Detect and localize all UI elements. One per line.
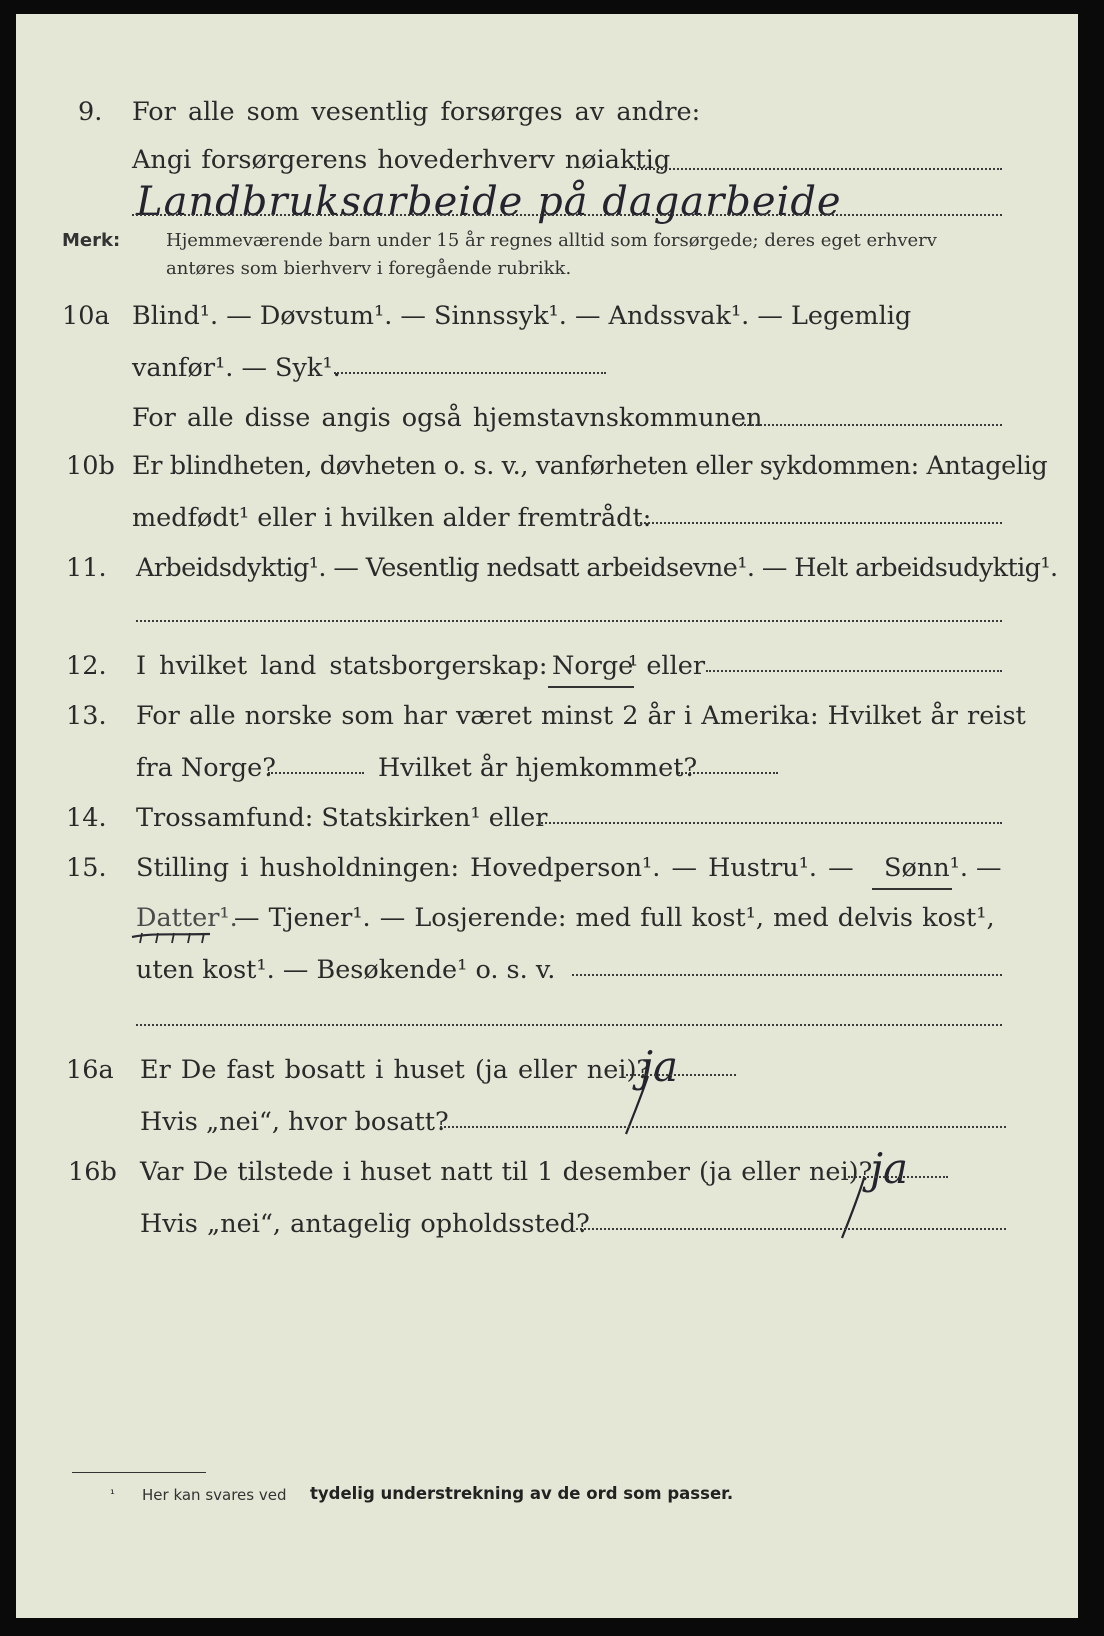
answer-line: [576, 1228, 1006, 1230]
question-text: Hvis „nei“, antagelig opholdssted?: [140, 1209, 590, 1239]
question-number: 15.: [66, 853, 107, 883]
question-number: 16b: [68, 1157, 117, 1187]
answer-line: [736, 424, 1002, 426]
question-text: fra Norge?: [136, 753, 276, 783]
question-text: For alle som vesentlig forsørges av andre:: [132, 97, 701, 127]
question-text: Hvis „nei“, hvor bosatt?: [140, 1107, 449, 1137]
underlined-option: Sønn¹.: [884, 853, 968, 883]
handwritten-answer: Landbruksarbeide på dagarbeide: [136, 179, 842, 225]
question-number: 10b: [66, 451, 115, 481]
note-text: Hjemmeværende barn under 15 år regnes alltid som forsørgede; deres eget erhverv: [166, 230, 937, 251]
note-text: antøres som bierhverv i foregående rubrikk.: [166, 258, 572, 279]
answer-line: [636, 522, 1002, 524]
footnote-mark: ¹: [110, 1487, 115, 1501]
answer-line: [136, 620, 1002, 622]
question-text: For alle norske som har været minst 2 år i Amerika: Hvilket år reist: [136, 701, 1026, 731]
question-number: 12.: [66, 651, 107, 681]
question-text: Trossamfund: Statskirken¹ eller: [136, 803, 548, 833]
answer-line: [440, 1126, 1006, 1128]
question-text: medfødt¹ eller i hvilken alder fremtrådt:: [132, 503, 652, 533]
question-text: Er De fast bosatt i huset (ja eller nei)?: [140, 1055, 651, 1085]
answer-line: [572, 974, 1002, 976]
answer-line: [268, 772, 364, 774]
answer-line: [334, 372, 606, 374]
question-text: — Tjener¹. — Losjerende: med full kost¹, med delvis kost¹,: [234, 903, 995, 933]
question-text: Angi forsørgerens hovederhverv nøiaktig: [132, 145, 671, 175]
answer-line: [132, 214, 1002, 216]
footnote-rule: [72, 1472, 206, 1473]
question-text: ¹ eller: [628, 651, 706, 681]
handwritten-answer: ja: [870, 1144, 909, 1193]
census-form-page: [16, 14, 1078, 1618]
struck-option: Datter¹.: [136, 903, 238, 933]
question-text: uten kost¹. — Besøkende¹ o. s. v.: [136, 955, 556, 985]
question-text: I hvilket land statsborgerskap:: [136, 651, 548, 681]
handwritten-answer: ja: [640, 1042, 679, 1091]
handwritten-stroke: [838, 1176, 868, 1246]
answer-line: [678, 772, 778, 774]
handwritten-underline: [548, 686, 634, 688]
question-text: Hvilket år hjemkommet?: [378, 753, 698, 783]
handwritten-underline: [872, 888, 952, 890]
question-text: vanfør¹. — Syk¹.: [132, 353, 341, 383]
footnote-text: tydelig understrekning av de ord som passer.: [310, 1484, 734, 1503]
question-text: Blind¹. — Døvstum¹. — Sinnssyk¹. — Andssvak¹. — Legemlig: [132, 301, 912, 331]
question-text: Arbeidsdyktig¹. — Vesentlig nedsatt arbeidsevne¹. — Helt arbeidsudyktig¹.: [136, 553, 1058, 583]
question-number: 10a: [62, 301, 110, 331]
question-number: 13.: [66, 701, 107, 731]
question-number: 11.: [66, 553, 107, 583]
answer-line: [706, 670, 1002, 672]
handwritten-stroke: [622, 1074, 652, 1142]
answer-line: [136, 1024, 1002, 1026]
question-text: —: [976, 853, 1002, 883]
question-number: 14.: [66, 803, 107, 833]
underlined-option: Norge: [552, 651, 634, 681]
footnote-text: Her kan svares ved: [142, 1486, 287, 1504]
question-number: 16a: [66, 1055, 114, 1085]
answer-line: [634, 168, 1002, 170]
answer-line: [538, 822, 1002, 824]
question-text: Stilling i husholdningen: Hovedperson¹. — Hustru¹. —: [136, 853, 854, 883]
question-number: 9.: [78, 97, 103, 127]
note-label: Merk:: [62, 230, 121, 251]
handwritten-strike-mark: [130, 930, 214, 949]
question-text: For alle disse angis også hjemstavnskommunen: [132, 403, 763, 433]
question-text: Var De tilstede i huset natt til 1 desember (ja eller nei)?: [140, 1157, 873, 1187]
question-text: Er blindheten, døvheten o. s. v., vanførheten eller sykdommen: Antagelig: [132, 451, 1048, 481]
